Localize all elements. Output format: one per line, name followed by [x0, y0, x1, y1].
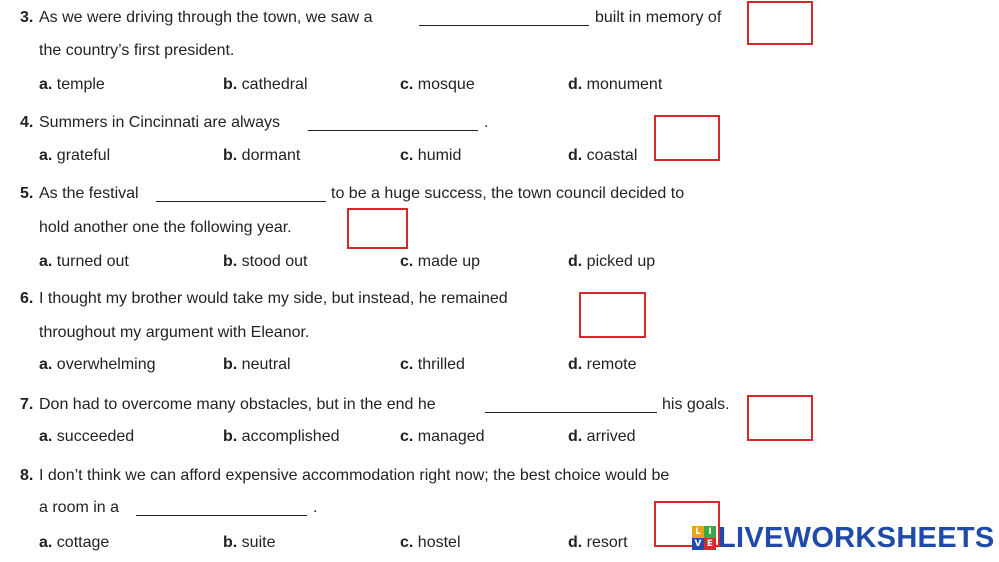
- question-text: a room in a: [39, 499, 120, 516]
- option-c: c. humid: [400, 147, 462, 164]
- question-text: Summers in Cincinnati are always: [39, 114, 280, 131]
- answer-blank-line: [308, 130, 478, 131]
- question-text: As we were driving through the town, we saw a: [39, 9, 373, 26]
- option-a: a. succeeded: [39, 428, 135, 445]
- option-a: a. turned out: [39, 253, 129, 270]
- question-number: 7.: [20, 396, 34, 413]
- question-text: .: [484, 114, 489, 131]
- option-b: b. cathedral: [223, 76, 308, 93]
- answer-box-q5[interactable]: [347, 208, 408, 249]
- option-d: d. remote: [568, 356, 637, 373]
- logo-text: LIVEWORKSHEETS: [718, 522, 995, 554]
- option-d: d. resort: [568, 534, 628, 551]
- question-text: Don had to overcome many obstacles, but in the end he: [39, 396, 436, 413]
- question-text: hold another one the following year.: [39, 219, 292, 236]
- option-b: b. neutral: [223, 356, 291, 373]
- option-c: c. made up: [400, 253, 481, 270]
- option-b: b. suite: [223, 534, 276, 551]
- answer-blank-line: [136, 515, 307, 516]
- question-text: I thought my brother would take my side, but instead, he remained: [39, 290, 508, 307]
- option-c: c. mosque: [400, 76, 475, 93]
- question-text: .: [313, 499, 318, 516]
- question-text: the country’s first president.: [39, 42, 235, 59]
- question-text: throughout my argument with Eleanor.: [39, 324, 310, 341]
- answer-blank-line: [156, 201, 326, 202]
- question-text: to be a huge success, the town council decided to: [331, 185, 685, 202]
- logo-icon-letter: E: [704, 538, 716, 550]
- option-b: b. dormant: [223, 147, 301, 164]
- answer-blank-line: [485, 412, 657, 413]
- option-c: c. managed: [400, 428, 485, 445]
- option-a: a. temple: [39, 76, 105, 93]
- liveworksheets-icon: [692, 526, 716, 550]
- question-text: As the festival: [39, 185, 139, 202]
- answer-box-q7[interactable]: [747, 395, 813, 441]
- option-d: d. arrived: [568, 428, 636, 445]
- question-number: 6.: [20, 290, 34, 307]
- answer-box-q3[interactable]: [747, 1, 813, 45]
- option-b: b. stood out: [223, 253, 308, 270]
- option-d: d. picked up: [568, 253, 656, 270]
- option-c: c. thrilled: [400, 356, 465, 373]
- option-d: d. monument: [568, 76, 663, 93]
- option-d: d. coastal: [568, 147, 638, 164]
- liveworksheets-logo: [692, 522, 995, 554]
- option-a: a. cottage: [39, 534, 110, 551]
- option-a: a. overwhelming: [39, 356, 156, 373]
- answer-blank-line: [419, 25, 589, 26]
- question-number: 3.: [20, 9, 34, 26]
- logo-icon-letter: L: [692, 526, 704, 538]
- answer-box-q4[interactable]: [654, 115, 720, 161]
- answer-box-q6[interactable]: [579, 292, 646, 338]
- question-text: I don’t think we can afford expensive accommodation right now; the best choice would be: [39, 467, 670, 484]
- option-b: b. accomplished: [223, 428, 340, 445]
- logo-icon-letter: I: [704, 526, 716, 538]
- question-number: 4.: [20, 114, 34, 131]
- question-text: built in memory of: [595, 9, 722, 26]
- option-c: c. hostel: [400, 534, 461, 551]
- question-text: his goals.: [662, 396, 730, 413]
- question-number: 5.: [20, 185, 34, 202]
- question-number: 8.: [20, 467, 34, 484]
- option-a: a. grateful: [39, 147, 111, 164]
- logo-icon-letter: V: [692, 538, 704, 550]
